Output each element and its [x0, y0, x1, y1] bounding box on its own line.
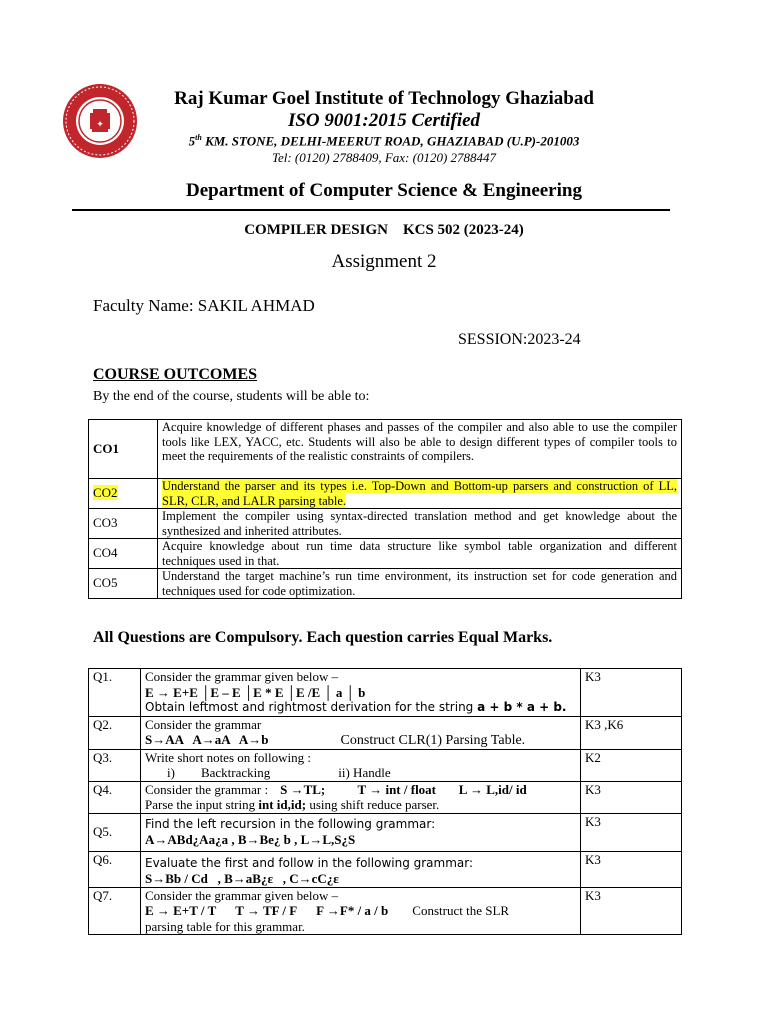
- question-text: [141, 669, 581, 717]
- table-row: [89, 420, 682, 479]
- question-line: parsing table for this grammar.: [145, 918, 305, 934]
- questions-table: [88, 668, 682, 935]
- department-title: Department of Computer Science & Engineering: [186, 180, 582, 201]
- co-code: CO2: [89, 479, 158, 509]
- co-text: Understand the target machine’s run time environment, its instruction set for code generation and techniques used for code optimization.: [158, 569, 682, 599]
- question-text: [141, 716, 581, 749]
- institute-logo: [62, 83, 138, 159]
- institute-address: 5th KM. STONE, DELHI-MEERUT ROAD, GHAZIABAD (U.P)-201003: [188, 133, 580, 149]
- question-line: S→AA A→aA A→b Construct CLR(1) Parsing Table.: [145, 732, 526, 748]
- co-code: CO4: [89, 539, 158, 569]
- co-text: Implement the compiler using syntax-directed translation method and get knowledge about the synthesized and inherited attributes.: [158, 509, 682, 539]
- svg-text:✦: ✦: [96, 120, 104, 130]
- question-line: Find the left recursion in the following grammar:: [145, 816, 436, 831]
- question-number: Q3.: [89, 749, 141, 781]
- co-code: CO1: [89, 420, 158, 479]
- question-number: Q7.: [89, 887, 141, 935]
- table-row: [89, 569, 682, 599]
- question-number: Q2.: [89, 716, 141, 749]
- table-row: [89, 509, 682, 539]
- question-line: Consider the grammar given below –: [145, 887, 339, 903]
- table-row: [89, 539, 682, 569]
- course-outcomes-table: [88, 419, 682, 599]
- question-line: Consider the grammar given below –: [145, 669, 339, 684]
- knowledge-level: K3: [581, 813, 682, 851]
- knowledge-level: K3: [581, 781, 682, 813]
- knowledge-level: K3: [581, 669, 682, 717]
- question-grammar: S→Bb / Cd , B→aB¿ε , C→cC¿ε: [145, 871, 339, 886]
- question-number: Q6.: [89, 851, 141, 887]
- co-text: Acquire knowledge about run time data structure like symbol table organization and different techniques used in that.: [158, 539, 682, 569]
- co-code: CO3: [89, 509, 158, 539]
- question-text: [141, 813, 581, 851]
- question-row: [89, 781, 682, 813]
- session-label: SESSION:2023-24: [458, 331, 581, 348]
- question-row: [89, 716, 682, 749]
- question-line: Consider the grammar : S →TL; T → int / float L → L,id/ id: [145, 781, 527, 797]
- question-number: Q5.: [89, 813, 141, 851]
- course-outcomes-subtitle: By the end of the course, students will be able to:: [93, 389, 370, 404]
- course-outcomes-heading: COURSE OUTCOMES: [93, 366, 258, 383]
- question-grammar: A→ABd¿Aa¿a , B→Be¿ b , L→L,S¿S: [145, 832, 356, 847]
- institute-name: Raj Kumar Goel Institute of Technology Ghaziabad: [174, 88, 594, 109]
- knowledge-level: K2: [581, 749, 682, 781]
- question-line: Write short notes on following :: [145, 749, 311, 765]
- knowledge-level: K3 ,K6: [581, 716, 682, 749]
- question-number: Q4.: [89, 781, 141, 813]
- question-row: [89, 749, 682, 781]
- question-line: E → E+T / T T → TF / F F →F* / a / b Construct the SLR: [145, 903, 510, 918]
- co-text: Understand the parser and its types i.e. Top-Down and Bottom-up parsers and construction of LL, SLR, CLR, and LALR parsing table.: [158, 479, 682, 509]
- question-row: [89, 669, 682, 717]
- question-row: [89, 887, 682, 935]
- question-line: i) Backtracking ii) Handle: [167, 765, 391, 780]
- assignment-title: Assignment 2: [331, 251, 437, 272]
- iso-certification: ISO 9001:2015 Certified: [287, 110, 481, 131]
- question-text: [141, 887, 581, 935]
- question-row: [89, 851, 682, 887]
- knowledge-level: K3: [581, 887, 682, 935]
- contact-numbers: Tel: (0120) 2788409, Fax: (0120) 2788447: [271, 150, 497, 165]
- co-text: Acquire knowledge of different phases and passes of the compiler and also able to use the compiler tools like LEX, YACC, etc. Students will also be able to design different types of compiler tools to meet the requirements of the realistic constraints of compilers.: [158, 420, 682, 479]
- faculty-name: Faculty Name: SAKIL AHMAD: [93, 296, 315, 315]
- knowledge-level: K3: [581, 851, 682, 887]
- question-text: [141, 851, 581, 887]
- question-line: Evaluate the first and follow in the following grammar:: [145, 855, 474, 870]
- instructions: All Questions are Compulsory. Each question carries Equal Marks.: [93, 629, 553, 646]
- question-number: Q1.: [89, 669, 141, 717]
- question-text: [141, 749, 581, 781]
- question-line: Obtain leftmost and rightmost derivation for the string a + b * a + b.: [145, 700, 567, 714]
- course-title: COMPILER DESIGN KCS 502 (2023-24): [244, 222, 524, 238]
- question-row: [89, 813, 682, 851]
- question-grammar: E → E+E │E – E │E * E │E /E │ a │ b: [145, 684, 366, 700]
- header-divider: [72, 209, 670, 211]
- question-line: Parse the input string int id,id; using shift reduce parser.: [145, 797, 440, 812]
- question-line: Consider the grammar: [145, 716, 262, 732]
- table-row: [89, 479, 682, 509]
- co-code: CO5: [89, 569, 158, 599]
- question-text: [141, 781, 581, 813]
